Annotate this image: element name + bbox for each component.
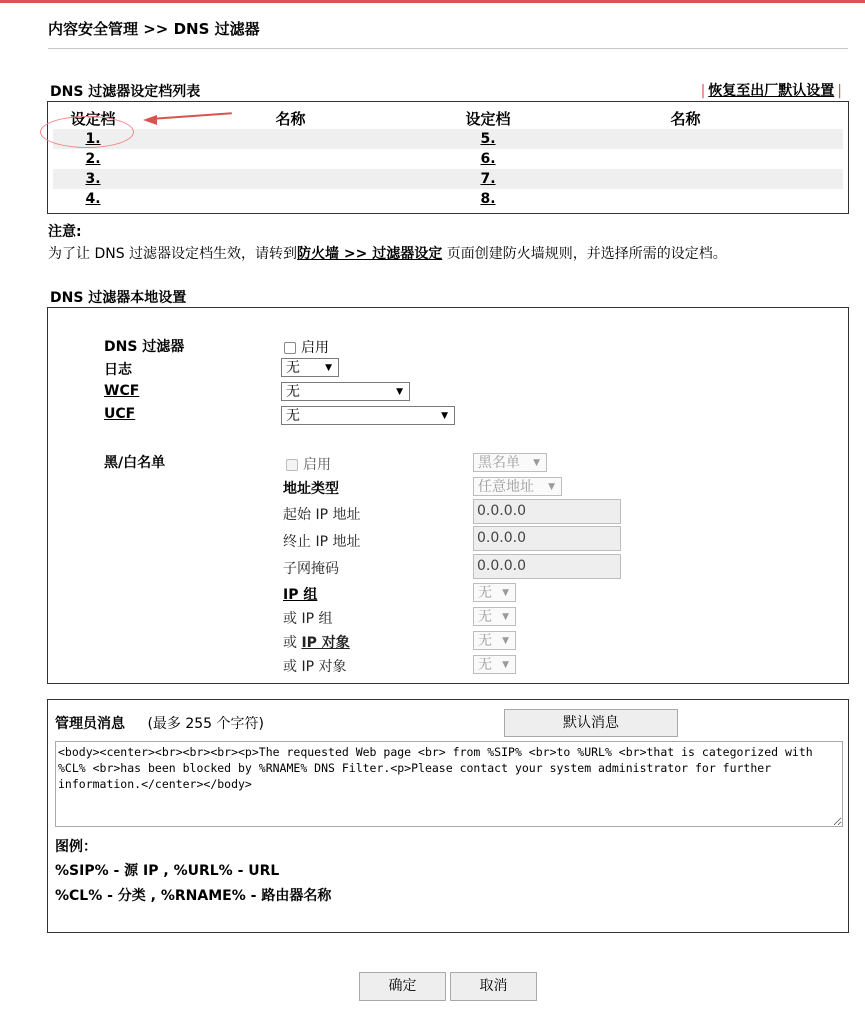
bw-enable-checkbox[interactable] [286, 459, 298, 471]
ok-button[interactable]: 确定 [359, 972, 446, 1001]
profile-name-cell [133, 169, 448, 189]
or-ip-group-select[interactable] [473, 607, 516, 626]
note-text-before: 为了让 DNS 过滤器设定档生效，请转到 [48, 246, 298, 262]
profile-link-1[interactable]: 1. [85, 131, 101, 147]
black-white-list-label: 黑/白名单 [104, 455, 166, 471]
chevron-down-icon: ▼ [502, 636, 509, 646]
ip-object-link[interactable]: IP 对象 [301, 635, 350, 651]
profile-name-cell [133, 149, 448, 169]
profile-link-3[interactable]: 3. [85, 171, 101, 187]
profile-link-6[interactable]: 6. [480, 151, 496, 167]
chevron-down-icon: ▼ [502, 612, 509, 622]
address-type-value: 任意地址 [478, 479, 534, 495]
chevron-down-icon: ▼ [441, 411, 448, 421]
cancel-button[interactable]: 取消 [450, 972, 537, 1001]
restore-defaults-link[interactable]: 恢复至出厂默认设置 [708, 83, 835, 99]
start-ip-input[interactable]: 0.0.0.0 [473, 499, 621, 524]
profile-name-cell [133, 189, 448, 209]
bw-enable[interactable] [286, 454, 331, 474]
dns-filter-checkbox[interactable] [284, 342, 296, 354]
bw-mode-select[interactable] [473, 453, 547, 472]
col-header-profile: 设定档 [465, 110, 511, 128]
or-ip-object-label: 或 IP 对象 [283, 659, 347, 675]
start-ip-label: 起始 IP 地址 [283, 507, 361, 523]
subnet-mask-input[interactable]: 0.0.0.0 [473, 554, 621, 579]
default-message-button[interactable]: 默认消息 [504, 709, 678, 737]
or-ip-group-value: 无 [478, 609, 492, 625]
end-ip-input[interactable]: 0.0.0.0 [473, 526, 621, 551]
ip-object-select[interactable] [473, 631, 516, 650]
profile-name-cell [528, 189, 843, 209]
or-prefix: 或 [283, 635, 302, 651]
legend-title: 图例： [55, 839, 97, 855]
chevron-down-icon: ▼ [502, 660, 509, 670]
admin-message-limit: (最多 255 个字符) [147, 716, 264, 732]
address-type-label: 地址类型 [283, 481, 339, 497]
ip-group-value: 无 [478, 585, 492, 601]
restore-defaults [698, 80, 845, 100]
ip-object-row-label [283, 632, 350, 652]
legend-line-2: %CL% - 分类 , %RNAME% - 路由器名称 [55, 888, 332, 904]
wcf-link[interactable]: WCF [104, 383, 140, 399]
profile-link-2[interactable]: 2. [85, 151, 101, 167]
separator-bar: | [700, 83, 706, 99]
note-text-after: 页面创建防火墙规则，并选择所需的设定档。 [442, 246, 727, 262]
chevron-down-icon: ▼ [502, 588, 509, 598]
log-select-value: 无 [286, 360, 300, 376]
or-ip-object-value: 无 [478, 657, 492, 673]
profiles-table [53, 108, 843, 209]
wcf-select-value: 无 [286, 384, 300, 400]
chevron-down-icon: ▼ [325, 363, 332, 373]
table-row [53, 189, 843, 209]
annotation-circle [40, 116, 134, 148]
chevron-down-icon: ▼ [396, 387, 403, 397]
subnet-mask-label: 子网掩码 [283, 561, 339, 577]
profile-name-cell [528, 149, 843, 169]
admin-message-label: 管理员消息 [55, 716, 125, 732]
bw-mode-value: 黑名单 [478, 455, 520, 471]
col-header-name: 名称 [275, 110, 306, 128]
local-settings-box [47, 307, 849, 684]
table-row [53, 149, 843, 169]
address-type-select[interactable] [473, 477, 562, 496]
bw-enable-label: 启用 [303, 457, 331, 473]
chevron-down-icon: ▼ [548, 482, 555, 492]
table-row [53, 129, 843, 149]
ip-group-select[interactable] [473, 583, 516, 602]
firewall-filter-link[interactable]: 防火墙 >> 过滤器设定 [297, 246, 443, 262]
top-accent-strip [0, 0, 865, 3]
wcf-select[interactable] [281, 382, 410, 401]
ucf-link[interactable]: UCF [104, 406, 136, 422]
or-ip-object-select[interactable] [473, 655, 516, 674]
ucf-select[interactable] [281, 406, 455, 425]
ucf-select-value: 无 [286, 408, 300, 424]
col-header-profile: 设定档 [70, 110, 116, 128]
profiles-section-label: DNS 过滤器设定档列表 [50, 84, 201, 100]
profile-name-cell [528, 169, 843, 189]
dns-filter-label: DNS 过滤器 [104, 339, 185, 355]
profile-link-5[interactable]: 5. [480, 131, 496, 147]
profile-link-7[interactable]: 7. [480, 171, 496, 187]
admin-message-textarea[interactable] [55, 741, 843, 827]
end-ip-label: 终止 IP 地址 [283, 534, 361, 550]
title-divider [48, 48, 848, 49]
note-block [48, 221, 727, 263]
profile-link-8[interactable]: 8. [480, 191, 496, 207]
ip-group-link[interactable]: IP 组 [283, 587, 318, 603]
separator-bar: | [837, 83, 842, 99]
legend-line-1: %SIP% - 源 IP , %URL% - URL [55, 863, 280, 879]
page-title: 内容安全管理 >> DNS 过滤器 [48, 20, 260, 38]
chevron-down-icon: ▼ [533, 458, 540, 468]
dns-filter-enable[interactable] [284, 337, 329, 357]
log-label: 日志 [104, 362, 132, 378]
profile-link-4[interactable]: 4. [85, 191, 101, 207]
table-row [53, 169, 843, 189]
admin-message-header [55, 713, 264, 733]
note-title: 注意: [48, 224, 82, 240]
annotation-arrow-head [143, 115, 157, 125]
col-header-name: 名称 [670, 110, 701, 128]
log-select[interactable] [281, 358, 339, 377]
or-ip-group-label: 或 IP 组 [283, 611, 333, 627]
ip-object-value: 无 [478, 633, 492, 649]
profile-name-cell [133, 129, 448, 149]
profile-name-cell [528, 129, 843, 149]
dns-filter-enable-label: 启用 [301, 340, 329, 356]
local-section-label: DNS 过滤器本地设置 [50, 290, 187, 306]
